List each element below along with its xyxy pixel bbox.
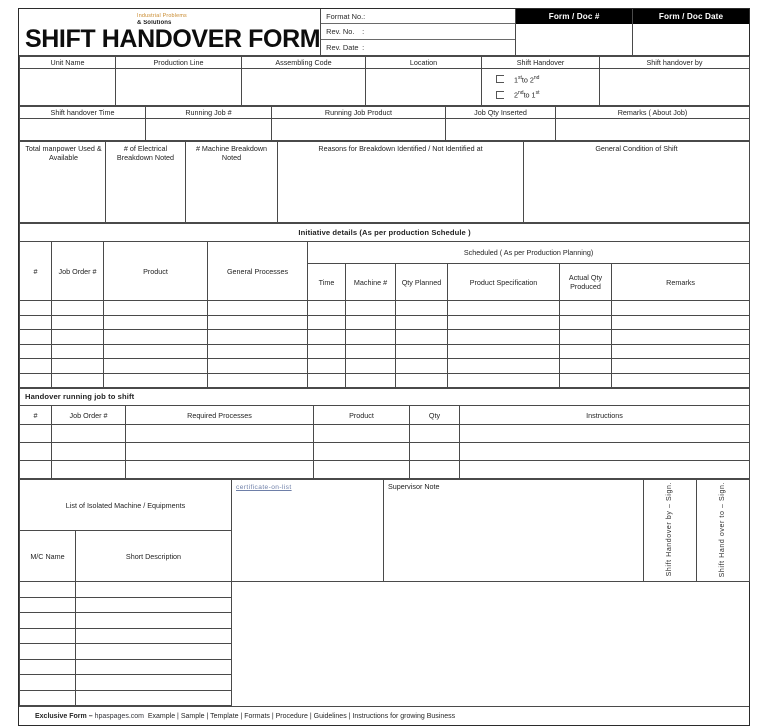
initiative-row-cell[interactable] — [52, 359, 104, 374]
initiative-row-cell[interactable] — [612, 301, 750, 316]
isolated-row — [20, 644, 750, 660]
handover-row — [20, 443, 750, 461]
col-handover-index: # — [20, 406, 52, 425]
initiative-row-cell[interactable] — [208, 315, 308, 330]
handover-row-cell[interactable] — [460, 443, 750, 461]
initiative-row-cell[interactable] — [448, 301, 560, 316]
isolated-row — [20, 597, 750, 613]
meta-label-format-no: Format No. — [326, 11, 364, 21]
initiative-row-cell[interactable] — [560, 359, 612, 374]
handover-row-cell[interactable] — [126, 425, 314, 443]
col-handover-qty: Qty — [410, 406, 460, 425]
isolated-row-cell[interactable] — [20, 659, 76, 675]
handover-section-title-row — [20, 389, 750, 406]
initiative-section-title-row — [20, 224, 750, 242]
meta-label-rev-date: Rev. Date — [326, 42, 359, 52]
initiative-row-cell[interactable] — [20, 330, 52, 345]
bottom-table — [19, 479, 750, 706]
initiative-row-cell[interactable] — [396, 373, 448, 388]
isolated-row-cell[interactable] — [20, 613, 76, 629]
col-initiative-job-order: Job Order # — [52, 242, 104, 301]
shift-handover-form — [18, 8, 750, 726]
isolated-row-cell[interactable] — [20, 675, 76, 691]
handover-row-cell[interactable] — [20, 461, 52, 479]
footer-links: Example | Sample | Template | Formats | Procedure | Guidelines | Instructions for growing Business — [147, 712, 456, 720]
initiative-row-cell[interactable] — [104, 373, 208, 388]
field-production-line[interactable] — [116, 69, 242, 106]
handover-row-cell[interactable] — [410, 461, 460, 479]
isolated-row — [20, 613, 750, 629]
watermark-link[interactable]: certificate-on-list — [236, 484, 292, 491]
meta-sep-rev-date: : — [362, 42, 365, 52]
field-location[interactable] — [366, 69, 482, 106]
logo-line-2: & Solutions — [137, 19, 172, 26]
shift-option-1-label: 1stto 2nd — [514, 74, 540, 84]
isolated-row-cell[interactable] — [76, 613, 232, 629]
col-shift-handover-by: Shift handover by — [600, 57, 750, 69]
isolated-row-cell[interactable] — [76, 690, 232, 706]
initiative-row-cell[interactable] — [20, 359, 52, 374]
doc-no-header: Form / Doc # — [516, 9, 632, 24]
supervisor-note-label: Supervisor Note — [388, 482, 440, 491]
col-electrical-breakdown[interactable]: # of Electrical Breakdown Noted — [106, 142, 186, 223]
isolated-row-cell[interactable] — [20, 582, 76, 598]
handover-row-cell[interactable] — [314, 443, 410, 461]
isolated-row-cell[interactable] — [20, 628, 76, 644]
initiative-row-cell[interactable] — [448, 330, 560, 345]
initiative-row-cell[interactable] — [104, 359, 208, 374]
doc-date-header: Form / Doc Date — [633, 9, 749, 24]
initiative-row-cell[interactable] — [346, 315, 396, 330]
initiative-row-cell[interactable] — [346, 359, 396, 374]
header-row-inputs-1 — [20, 69, 750, 106]
initiative-section-title: Initiative details (As per production Schedule ) — [20, 224, 750, 242]
initiative-group-header-row — [20, 242, 750, 264]
col-sched-qty-planned: Qty Planned — [396, 264, 448, 301]
initiative-row-cell[interactable] — [20, 373, 52, 388]
handover-header-row — [20, 406, 750, 425]
isolated-row-cell[interactable] — [76, 582, 232, 598]
col-sched-machine-no: Machine # — [346, 264, 396, 301]
handover-row-cell[interactable] — [460, 425, 750, 443]
isolated-row-body — [20, 582, 750, 706]
col-running-job-product: Running Job Product — [272, 107, 446, 119]
handover-row-cell[interactable] — [52, 443, 126, 461]
header-row-inputs-2 — [20, 119, 750, 141]
logo-line-1: Industrial Problems — [137, 13, 187, 19]
meta-sep-format-no: : — [363, 11, 366, 21]
header-table-2 — [19, 106, 750, 141]
header-row-labels-2 — [20, 107, 750, 119]
col-total-manpower[interactable]: Total manpower Used & Available — [20, 142, 106, 223]
initiative-row-cell[interactable] — [208, 373, 308, 388]
isolated-row-cell[interactable] — [76, 659, 232, 675]
handover-row-cell[interactable] — [410, 425, 460, 443]
doc-date-column — [632, 9, 749, 55]
field-running-job-no[interactable] — [146, 119, 272, 141]
doc-date-input[interactable] — [633, 24, 749, 55]
initiative-row-cell[interactable] — [612, 315, 750, 330]
initiative-row-cell[interactable] — [396, 344, 448, 359]
isolated-row-cell[interactable] — [76, 628, 232, 644]
initiative-row-cell[interactable] — [104, 344, 208, 359]
initiative-row-cell[interactable] — [396, 301, 448, 316]
col-initiative-index: # — [20, 242, 52, 301]
col-mc-name: M/C Name — [20, 531, 76, 582]
doc-no-input[interactable] — [516, 24, 632, 55]
isolated-row-cell[interactable] — [76, 597, 232, 613]
header-table-1 — [19, 56, 750, 106]
bottom-header-row — [20, 480, 750, 531]
handover-row-cell[interactable] — [20, 425, 52, 443]
isolated-machines-title: List of Isolated Machine / Equipments — [20, 480, 232, 531]
col-handover-instructions: Instructions — [460, 406, 750, 425]
isolated-row — [20, 582, 750, 598]
initiative-row — [20, 344, 750, 359]
initiative-row-cell[interactable] — [104, 301, 208, 316]
handover-row-cell[interactable] — [314, 425, 410, 443]
initiative-row-cell[interactable] — [448, 344, 560, 359]
title-band — [19, 9, 749, 56]
handover-row-cell[interactable] — [52, 461, 126, 479]
col-initiative-product: Product — [104, 242, 208, 301]
col-remarks-about-job: Remarks ( About Job) — [556, 107, 750, 119]
initiative-row — [20, 315, 750, 330]
col-initiative-general-processes: General Processes — [208, 242, 308, 301]
meta-row-rev-date[interactable] — [321, 40, 515, 55]
handover-row-body — [20, 425, 750, 479]
initiative-row-cell[interactable] — [448, 315, 560, 330]
initiative-row-cell[interactable] — [208, 344, 308, 359]
handover-row-cell[interactable] — [52, 425, 126, 443]
isolated-row-cell[interactable] — [20, 690, 76, 706]
shift-option-2-label: 2ndto 1st — [514, 90, 540, 100]
page-title: SHIFT HANDOVER FORM — [25, 25, 321, 53]
col-group-scheduled: Scheduled ( As per Production Planning) — [308, 242, 750, 264]
handover-row — [20, 461, 750, 479]
isolated-row — [20, 628, 750, 644]
initiative-row — [20, 330, 750, 345]
company-logo — [137, 14, 187, 26]
initiative-row-cell[interactable] — [20, 301, 52, 316]
field-shift-handover-by[interactable] — [600, 69, 750, 106]
header-row-labels-1 — [20, 57, 750, 69]
col-production-line: Production Line — [116, 57, 242, 69]
col-running-job-no: Running Job # — [146, 107, 272, 119]
col-handover-job-order: Job Order # — [52, 406, 126, 425]
field-job-qty-inserted[interactable] — [446, 119, 556, 141]
meta-row-rev-no[interactable] — [321, 24, 515, 39]
initiative-row-cell[interactable] — [52, 301, 104, 316]
col-short-description: Short Description — [76, 531, 232, 582]
initiative-row-cell[interactable] — [308, 359, 346, 374]
field-assembling-code[interactable] — [242, 69, 366, 106]
initiative-row-cell[interactable] — [308, 330, 346, 345]
initiative-row-cell[interactable] — [308, 315, 346, 330]
meta-sep-rev-no: : — [362, 26, 365, 36]
breakdown-table — [19, 141, 750, 223]
initiative-row-cell[interactable] — [560, 344, 612, 359]
initiative-row-cell[interactable] — [396, 315, 448, 330]
isolated-row — [20, 675, 750, 691]
footer-dash: – — [88, 712, 93, 720]
col-handover-product: Product — [314, 406, 410, 425]
doc-no-column — [516, 9, 632, 55]
col-unit-name: Unit Name — [20, 57, 116, 69]
initiative-row-cell[interactable] — [612, 344, 750, 359]
col-sched-actual-qty: Actual Qty Produced — [560, 264, 612, 301]
initiative-row-cell[interactable] — [612, 373, 750, 388]
initiative-row-cell[interactable] — [560, 301, 612, 316]
initiative-row-cell[interactable] — [346, 330, 396, 345]
initiative-row-cell[interactable] — [308, 344, 346, 359]
initiative-row-cell[interactable] — [612, 359, 750, 374]
meta-label-rev-no: Rev. No. — [326, 26, 355, 36]
isolated-row-cell[interactable] — [76, 644, 232, 660]
handover-row-cell[interactable] — [460, 461, 750, 479]
isolated-row-cell[interactable] — [76, 675, 232, 691]
watermark-cell[interactable] — [232, 480, 384, 582]
initiative-row-cell[interactable] — [612, 330, 750, 345]
doc-identity-cell — [516, 9, 749, 55]
initiative-row-cell[interactable] — [20, 315, 52, 330]
field-shift-handover-time[interactable] — [20, 119, 146, 141]
sign-handover-by-cell[interactable] — [644, 480, 697, 582]
col-sched-product-spec: Product Specification — [448, 264, 560, 301]
handover-row — [20, 425, 750, 443]
sign-handover-by-label: Shift Handover by – Sign. — [665, 482, 673, 577]
initiative-row-cell[interactable] — [104, 315, 208, 330]
breakdown-row — [20, 142, 750, 223]
col-sched-time: Time — [308, 264, 346, 301]
col-handover-required-processes: Required Processes — [126, 406, 314, 425]
initiative-row-cell[interactable] — [308, 373, 346, 388]
initiative-row-cell[interactable] — [396, 359, 448, 374]
handover-row-cell[interactable] — [126, 443, 314, 461]
col-shift-handover: Shift Handover — [482, 57, 600, 69]
sign-handover-to-label: Shift Hand over to – Sign. — [718, 482, 726, 578]
footer-site-link[interactable]: hpaspages.com — [94, 712, 144, 720]
field-shift-handover-options — [482, 69, 600, 106]
isolated-row-cell[interactable] — [20, 644, 76, 660]
initiative-row-cell[interactable] — [560, 373, 612, 388]
initiative-row-cell[interactable] — [448, 373, 560, 388]
initiative-row-cell[interactable] — [308, 301, 346, 316]
handover-row-cell[interactable] — [126, 461, 314, 479]
document-meta — [321, 9, 516, 55]
checkbox-icon[interactable] — [496, 91, 504, 99]
field-remarks-about-job[interactable] — [556, 119, 750, 141]
checkbox-icon[interactable] — [496, 75, 504, 83]
initiative-row — [20, 359, 750, 374]
supervisor-note-cell[interactable] — [384, 480, 644, 582]
initiative-row-cell[interactable] — [52, 373, 104, 388]
initiative-row-cell[interactable] — [560, 315, 612, 330]
field-running-job-product[interactable] — [272, 119, 446, 141]
field-unit-name[interactable] — [20, 69, 116, 106]
col-job-qty-inserted: Job Qty Inserted — [446, 107, 556, 119]
initiative-row-cell[interactable] — [52, 344, 104, 359]
initiative-row — [20, 301, 750, 316]
col-breakdown-reasons[interactable]: Reasons for Breakdown Identified / Not Identified at — [278, 142, 524, 223]
isolated-row-cell[interactable] — [20, 597, 76, 613]
meta-row-format-no[interactable] — [321, 9, 515, 24]
handover-jobs-table — [19, 388, 750, 479]
initiative-row — [20, 373, 750, 388]
initiative-row-cell[interactable] — [346, 373, 396, 388]
initiative-row-cell[interactable] — [208, 301, 308, 316]
initiative-row-cell[interactable] — [346, 344, 396, 359]
initiative-row-cell[interactable] — [208, 359, 308, 374]
initiative-row-cell[interactable] — [104, 330, 208, 345]
handover-row-cell[interactable] — [314, 461, 410, 479]
handover-row-cell[interactable] — [20, 443, 52, 461]
initiative-row-cell[interactable] — [52, 315, 104, 330]
shift-option-1st-to-2nd[interactable] — [496, 75, 539, 84]
handover-row-cell[interactable] — [410, 443, 460, 461]
initiative-row-cell[interactable] — [560, 330, 612, 345]
sign-handover-to-cell[interactable] — [697, 480, 750, 582]
footer-bar — [19, 706, 749, 725]
initiative-row-cell[interactable] — [448, 359, 560, 374]
col-general-condition[interactable]: General Condition of Shift — [524, 142, 750, 223]
initiative-row-body — [20, 301, 750, 388]
col-machine-breakdown[interactable]: # Machine Breakdown Noted — [186, 142, 278, 223]
col-location: Location — [366, 57, 482, 69]
handover-section-title: Handover running job to shift — [20, 389, 750, 406]
initiative-row-cell[interactable] — [396, 330, 448, 345]
col-assembling-code: Assembling Code — [242, 57, 366, 69]
title-cell — [19, 9, 321, 55]
col-shift-handover-time: Shift handover Time — [20, 107, 146, 119]
initiative-row-cell[interactable] — [346, 301, 396, 316]
isolated-row — [20, 659, 750, 675]
col-sched-remarks: Remarks — [612, 264, 750, 301]
shift-option-2nd-to-1st[interactable] — [496, 90, 539, 99]
initiative-table — [19, 223, 750, 388]
initiative-row-cell[interactable] — [208, 330, 308, 345]
isolated-row — [20, 690, 750, 706]
footer-bold-prefix: Exclusive Form — [35, 712, 87, 720]
initiative-row-cell[interactable] — [20, 344, 52, 359]
initiative-row-cell[interactable] — [52, 330, 104, 345]
